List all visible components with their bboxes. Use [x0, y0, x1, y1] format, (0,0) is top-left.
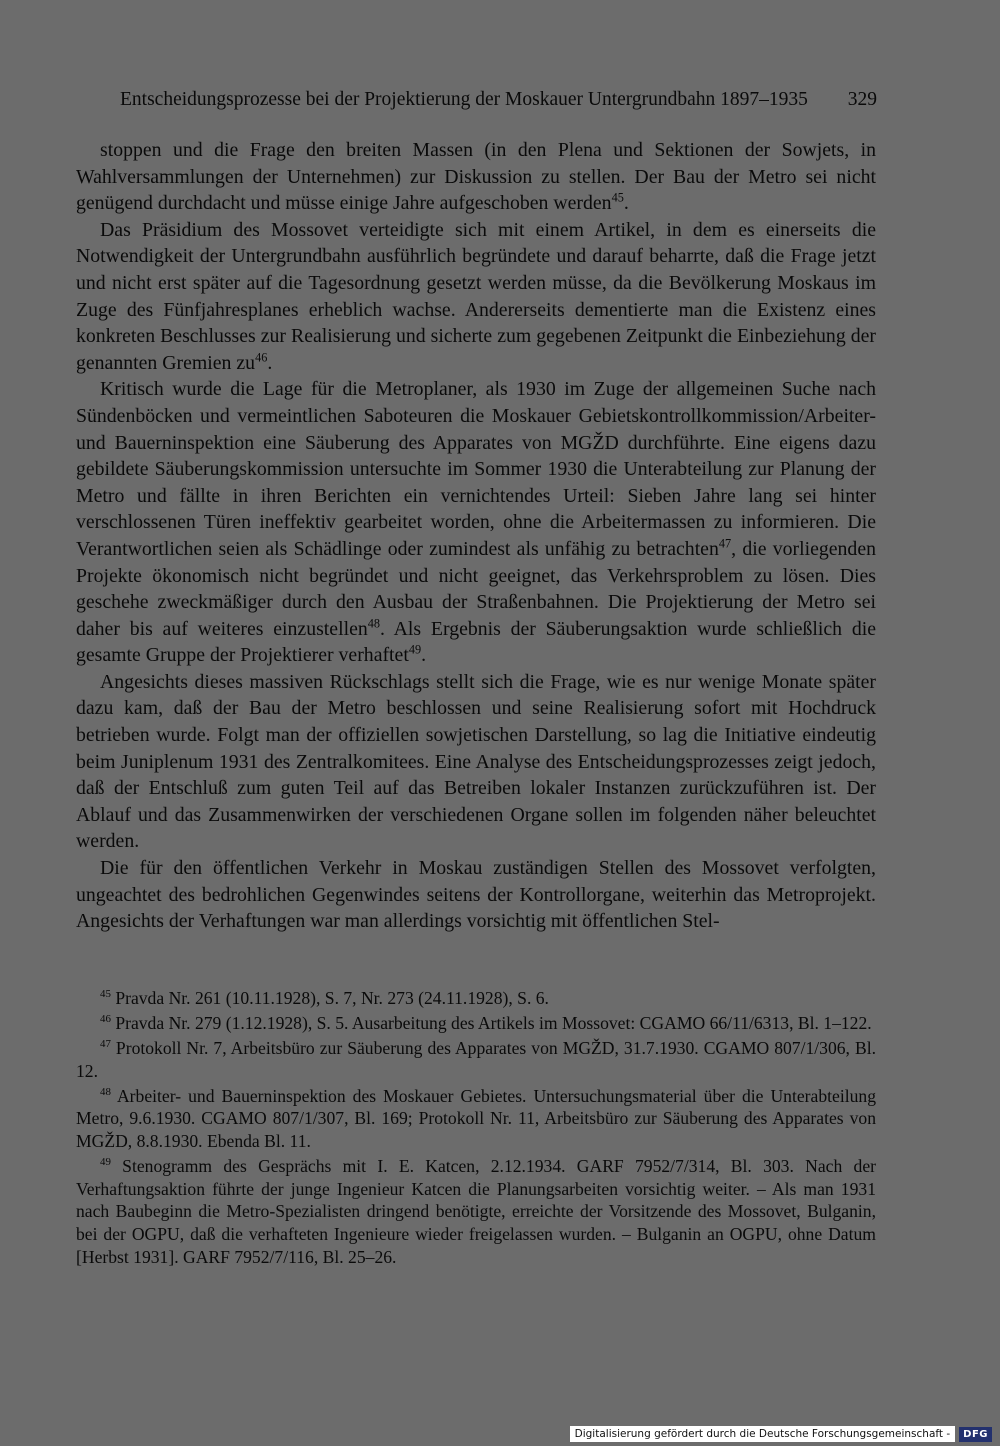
- paragraph: [76, 376, 876, 669]
- paragraph-text: Angesichts dieses massiven Rückschlags stellt sich die Frage, wie es nur wenige Monate später dazu kam, daß der Bau der Metro beschlossen und seine Realisierung sofort mit Hochdruck betrieben wurde. Folgt man der offiziellen sowjetischen Darstellung, so lag die Initiative eindeutig beim Juniplenum 1931 des Zentralkomitees. Eine Analyse des Entscheidungsprozesses zeigt jedoch, daß der Entschluß zum guten Teil auf das Betreiben lokaler Instanzen zurückzuführen ist. Der Ablauf und das Zusammenwirken der verschiedenen Organe sollen im folgenden näher beleuchtet werden.: [76, 670, 876, 853]
- footnote-ref: 46: [255, 350, 268, 365]
- footnote-ref: 47: [718, 536, 732, 551]
- footnote-ref: 45: [611, 190, 624, 205]
- footnote-text: Stenogramm des Gesprächs mit I. E. Katcen, 2.12.1934. GARF 7952/7/314, Bl. 303. Nach der Verhaftungsaktion führte der junge Ingenieur Katcen die Planungsarbeiten vorsichtig weiter. – Als man 1931 nach Baubeginn die Metro-Spezialisten dringend benötigte, erreichte der Vorsitzende des Mossovet, Bulganin, bei der OGPU, daß die verhafteten Ingenieure wieder freigelassen wurden. – Bulganin an OGPU, ohne Datum [Herbst 1931]. GARF 7952/7/116, Bl. 25–26.: [76, 1156, 876, 1267]
- running-head-title: Entscheidungsprozesse bei der Projektierung der Moskauer Untergrundbahn 1897–1935: [120, 89, 808, 110]
- footnote: [76, 1155, 876, 1268]
- footnote: [76, 1037, 876, 1082]
- footnotes: [76, 987, 876, 1271]
- paragraph-text: Die für den öffentlichen Verkehr in Moskau zuständigen Stellen des Mossovet verfolgten, ungeachtet des bedrohlichen Gegenwindes seitens der Kontrollorgane, weiterhin das Metroprojekt. Angesichts der Verhaftungen war man allerdings vorsichtig mit öffentlichen Stel-: [76, 857, 876, 933]
- body-text: [76, 137, 876, 935]
- footnote-text: Arbeiter- und Bauerninspektion des Moskauer Gebietes. Untersuchungsmaterial über die Unterabteilung Metro, 9.6.1930. CGAMO 807/1/307, Bl. 169; Protokoll Nr. 11, Arbeitsbüro zur Säuberung des Apparates von MGŽD, 8.8.1930. Ebenda Bl. 11.: [76, 1085, 876, 1152]
- footnote-text: Protokoll Nr. 7, Arbeitsbüro zur Säuberung des Apparates von MGŽD, 31.7.1930. CGAMO 807/1/306, Bl. 12.: [76, 1038, 876, 1081]
- footnote-number: 46: [100, 1013, 111, 1026]
- paragraph: [76, 669, 876, 855]
- paragraph: [76, 855, 876, 935]
- paragraph-text: .: [623, 192, 629, 215]
- footnote: [76, 1085, 876, 1153]
- footnote-ref: 48: [367, 616, 380, 631]
- credit-text: Digitalisierung gefördert durch die Deutsche Forschungsgemeinschaft -: [570, 1426, 956, 1442]
- paragraph-text: . Als Ergebnis der Säuberungsaktion wurde schließlich die gesamte Gruppe der Projektierer verhaftet: [76, 617, 876, 667]
- footnote-number: 47: [100, 1038, 111, 1051]
- paragraph-text: , die vorliegenden Projekte ökonomisch nicht begründet und nicht geeignet, das Verkehrsproblem zu lösen. Dies geschehe zweckmäßiger durch den Ausbau der Straßenbahnen. Die Projektierung der Metro sei daher bis auf weiteres einzustellen: [76, 537, 876, 640]
- paragraph-text: Das Präsidium des Mossovet verteidigte sich mit einem Artikel, in dem es einerseits die Notwendigkeit der Untergrundbahn ausführlich begründete und darauf beharrte, daß die Frage jetzt und nicht erst später auf die Tagesordnung gesetzt werden müsse, da die Bevölkerung Moskaus im Zuge des Fünfjahresplanes erheblich wachse. Andererseits dementierte man die Existenz eines konkreten Beschlusses zur Realisierung und sicherte zum gegebenen Zeitpunkt die Einbeziehung der genannten Gremien zu: [76, 218, 876, 374]
- digitization-credit: [570, 1426, 992, 1442]
- paragraph-text: .: [421, 644, 427, 667]
- paragraph: [76, 137, 876, 217]
- paragraph-text: stoppen und die Frage den breiten Massen (in den Plena und Sektionen der Sowjets, in Wahlversammlungen der Unternehmen) zur Diskussion zu stellen. Der Bau der Metro sei nicht genügend durchdacht und müsse einige Jahre aufgeschoben werden: [76, 139, 876, 215]
- footnote-text: Pravda Nr. 279 (1.12.1928), S. 5. Ausarbeitung des Artikels im Mossovet: CGAMO 66/11/6313, Bl. 1–122.: [115, 1013, 872, 1034]
- paragraph: [76, 217, 876, 377]
- footnote-text: Pravda Nr. 261 (10.11.1928), S. 7, Nr. 273 (24.11.1928), S. 6.: [115, 988, 549, 1008]
- paragraph-text: .: [267, 351, 273, 374]
- footnote-ref: 49: [408, 642, 422, 657]
- footnote-number: 45: [100, 988, 111, 1001]
- dfg-logo: DFG: [959, 1427, 992, 1442]
- footnote: [76, 1012, 876, 1035]
- footnote-number: 48: [100, 1086, 111, 1099]
- paragraph-text: Kritisch wurde die Lage für die Metroplaner, als 1930 im Zuge der allgemeinen Suche nach Sündenböcken und vermeintlichen Saboteuren die Moskauer Gebietskontrollkommission/Arbeiter- und Bauerninspektion eine Säuberung des Apparates von MGŽD durchführte. Eine eigens dazu gebildete Säuberungskommission untersuchte im Sommer 1930 die Unterabteilung zur Planung der Metro und fällte in ihren Berichten ein vernichtendes Urteil: Sieben Jahre lang sei hinter verschlossenen Türen ineffektiv gearbeitet worden, ohne die Arbeitermassen zu informieren. Die Verantwortlichen seien als Schädlinge oder zumindest als unfähig zu betrachten: [76, 378, 876, 560]
- footnote-number: 49: [100, 1156, 111, 1169]
- footnote: [76, 987, 876, 1010]
- page-number: 329: [847, 89, 877, 110]
- running-head: [120, 88, 877, 112]
